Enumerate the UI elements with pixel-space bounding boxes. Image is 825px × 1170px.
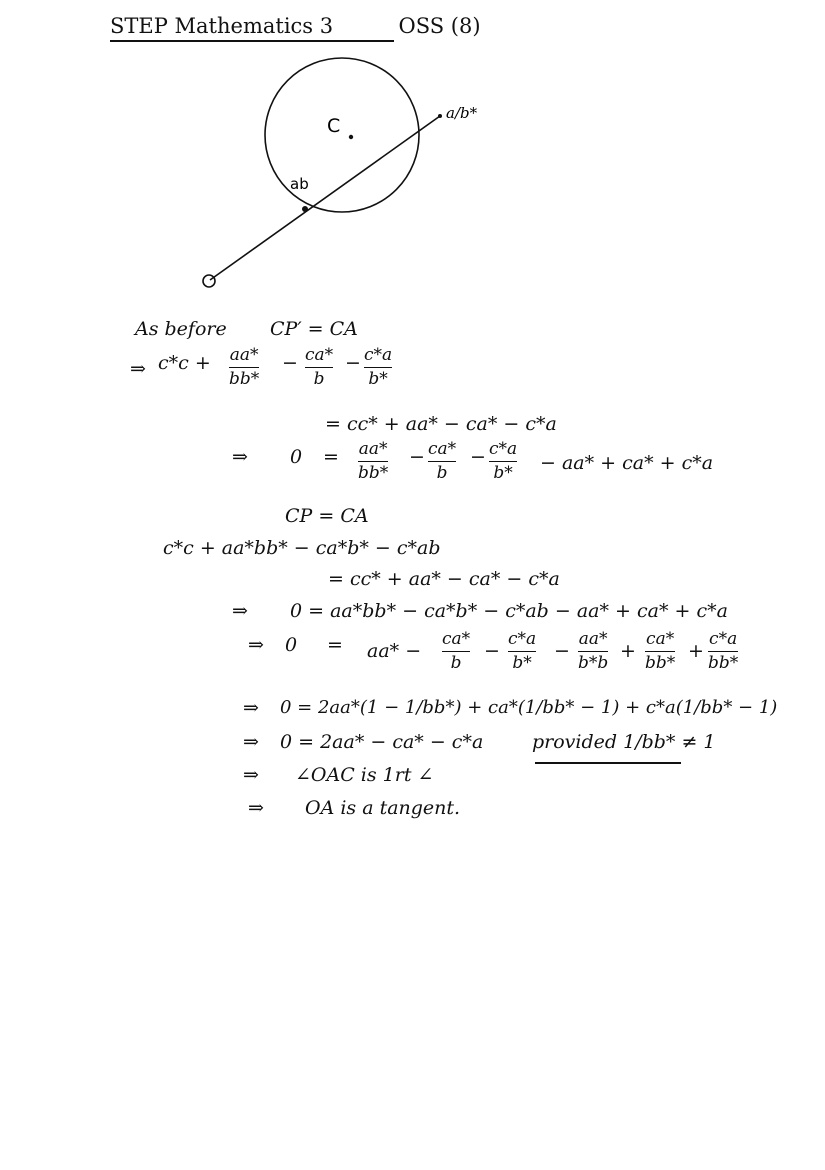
paper-code: OSS: [398, 14, 445, 38]
l4-frac2: [428, 440, 456, 483]
l4-op1: −: [409, 446, 425, 468]
point-far-label: a/b*: [446, 104, 478, 122]
l12-angle: ∠OAC is 1rt ∠: [295, 764, 434, 786]
l7-eq: = cc* + aa* − ca* − c*a: [328, 568, 560, 590]
l4-tail: − aa* + ca* + c*a: [540, 452, 714, 474]
l10-expr: 0 = 2aa*(1 − 1/bb*) + ca*(1/bb* − 1) + c*a(1/bb* − 1): [280, 697, 778, 718]
implies-l2: ⇒: [130, 358, 146, 380]
question-number: (8): [450, 14, 481, 38]
l4-frac1-num: aa*: [358, 439, 388, 459]
l3-eq: = cc* + aa* − ca* − c*a: [325, 413, 557, 435]
l9-eq-sign: =: [327, 634, 343, 656]
l9-op1: −: [484, 640, 500, 662]
implies-l8: ⇒: [232, 600, 248, 622]
l2-frac3-den: b*: [368, 369, 388, 390]
l9-frac5-den: bb*: [708, 653, 739, 674]
l4-zero: 0: [290, 446, 303, 468]
l9-frac1-num: ca*: [442, 629, 471, 649]
circle-diagram: [190, 52, 490, 297]
secant-line: [210, 116, 440, 280]
l9-frac5: [708, 630, 738, 673]
l8-expr: 0 = aa*bb* − ca*b* − c*ab − aa* + ca* + c*a: [290, 600, 728, 622]
l9-frac2-den: b*: [512, 653, 532, 674]
implies-l13: ⇒: [248, 797, 264, 819]
implies-l10: ⇒: [243, 697, 259, 719]
heading-underline: [110, 40, 394, 42]
center-point: [349, 135, 353, 139]
l4-frac1-den: bb*: [358, 463, 389, 484]
l9-op2: −: [554, 640, 570, 662]
proviso-underline: [535, 762, 681, 764]
l2-frac1-den: bb*: [229, 369, 260, 390]
l2-frac2-den: b: [313, 369, 325, 390]
circle: [265, 58, 419, 212]
implies-l4: ⇒: [232, 446, 248, 468]
l4-frac2-num: ca*: [428, 439, 457, 459]
l4-op2: −: [470, 446, 486, 468]
l2-frac1: [229, 346, 259, 389]
point-ab-marker: [302, 206, 308, 212]
l2-op2: −: [345, 352, 361, 374]
l2-op1: −: [282, 352, 298, 374]
l13-conclusion: OA is a tangent.: [305, 797, 461, 819]
l9-op3: +: [620, 640, 636, 662]
origin-point: [203, 275, 215, 287]
eq-cp-prime: CP′ = CA: [270, 318, 358, 340]
l9-frac4: [645, 630, 675, 673]
l2-frac3-num: c*a: [364, 345, 393, 365]
l2-frac2-num: ca*: [305, 345, 334, 365]
l4-eq-sign: =: [323, 446, 339, 468]
l9-frac3-num: aa*: [578, 629, 608, 649]
implies-l11: ⇒: [243, 731, 259, 753]
l9-lead: aa* −: [367, 640, 422, 662]
l4-frac3-num: c*a: [489, 439, 518, 459]
l9-zero: 0: [285, 634, 298, 656]
l9-frac2-num: c*a: [508, 629, 537, 649]
l2-lead: c*c +: [158, 352, 211, 374]
course-title: STEP Mathematics 3: [110, 14, 334, 38]
l2-frac1-num: aa*: [229, 345, 259, 365]
page-heading: [110, 14, 481, 38]
point-far-marker: [438, 114, 442, 118]
l9-frac3: [578, 630, 608, 673]
point-ab-label: ab: [290, 175, 309, 193]
l9-frac2: [508, 630, 536, 673]
line-as-before: As before: [135, 318, 227, 340]
l2-frac2: [305, 346, 333, 389]
l9-frac4-num: ca*: [646, 629, 675, 649]
l11-expr: 0 = 2aa* − ca* − c*a: [280, 731, 484, 753]
l4-frac2-den: b: [436, 463, 448, 484]
l11-proviso: provided 1/bb* ≠ 1: [532, 731, 716, 753]
l9-frac3-den: b*b: [578, 653, 609, 674]
center-label: C: [327, 115, 341, 137]
l9-op4: +: [688, 640, 704, 662]
eq-cp-ca: CP = CA: [285, 505, 369, 527]
l4-frac3-den: b*: [493, 463, 513, 484]
l2-frac3: [364, 346, 392, 389]
l9-frac4-den: bb*: [645, 653, 676, 674]
l6-expr: c*c + aa*bb* − ca*b* − c*ab: [163, 537, 441, 559]
l9-frac1-den: b: [450, 653, 462, 674]
implies-l9: ⇒: [248, 634, 264, 656]
l4-frac1: [358, 440, 388, 483]
implies-l12: ⇒: [243, 764, 259, 786]
l9-frac5-num: c*a: [709, 629, 738, 649]
l4-frac3: [489, 440, 517, 483]
l9-frac1: [442, 630, 470, 673]
